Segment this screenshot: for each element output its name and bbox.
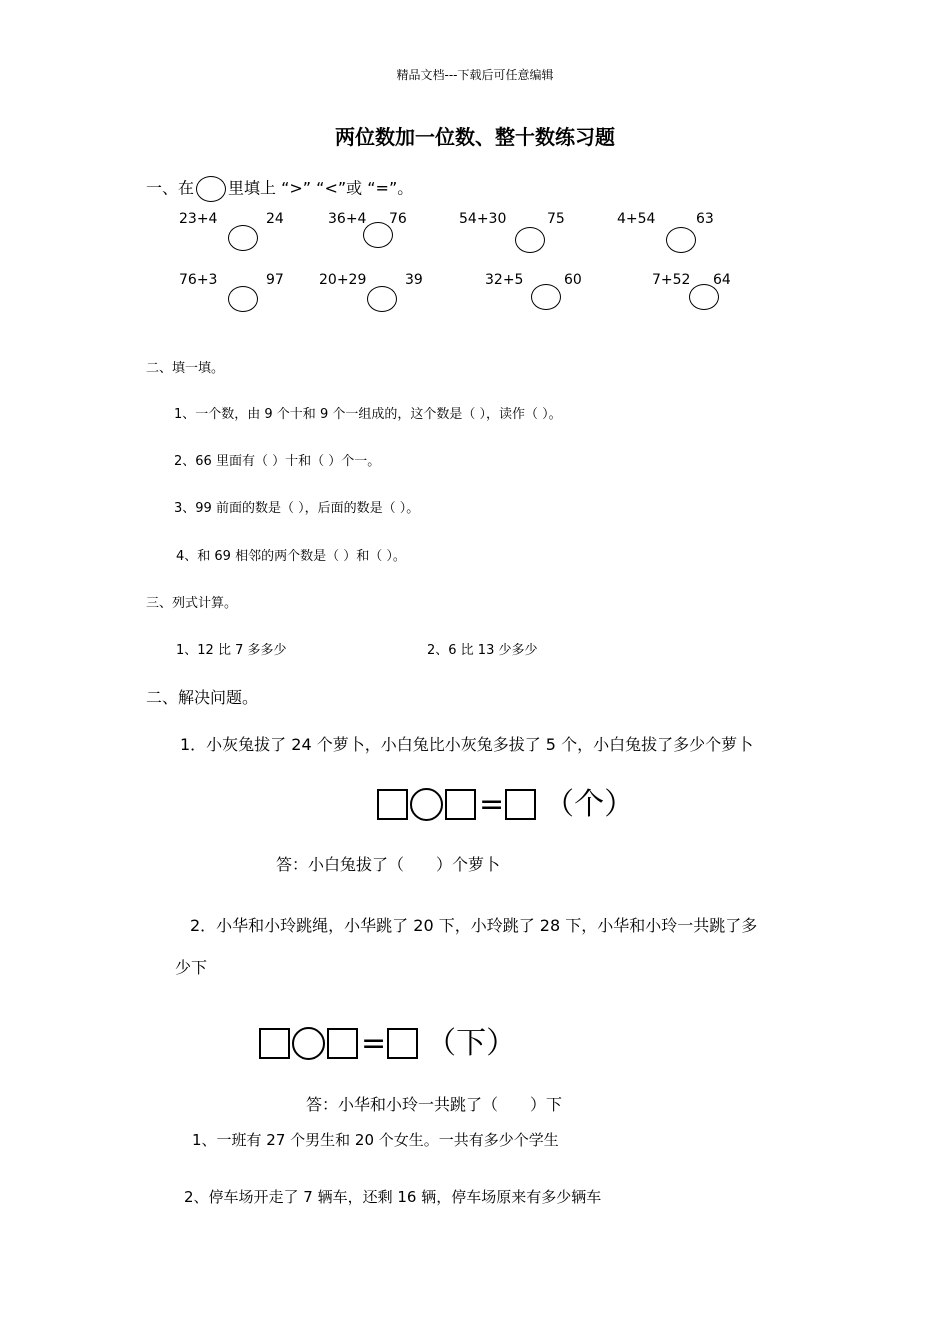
word-problem-3: 1、一班有 27 个男生和 20 个女生。一共有多少个学生 <box>192 1131 559 1149</box>
compare-right-4: 63 <box>696 211 714 227</box>
answer-box[interactable] <box>387 1028 418 1059</box>
word-problem-2-line-2: 少下 <box>175 958 208 977</box>
compare-answer-circle[interactable] <box>666 227 696 253</box>
word-problem-2-line-1: 2．小华和小玲跳绳，小华跳了 20 下，小玲跳了 28 下，小华和小玲一共跳了多 <box>190 916 758 935</box>
compare-left-5: 76+3 <box>179 272 218 288</box>
compare-right-1: 24 <box>266 211 284 227</box>
worksheet-title: 两位数加一位数、整十数练习题 <box>335 125 615 149</box>
answer-line-2: 答：小华和小玲一共跳了（ ）下 <box>306 1095 563 1114</box>
unit-label: （个） <box>544 786 635 822</box>
fill-question-2: 2、66 里面有（ ）十和（ ）个一。 <box>174 454 381 469</box>
compare-left-4: 4+54 <box>617 211 656 227</box>
fill-question-1: 1、一个数，由 9 个十和 9 个一组成的，这个数是（ ），读作（ ）。 <box>174 407 562 422</box>
word-problem-4: 2、停车场开走了 7 辆车，还剩 16 辆，停车场原来有多少辆车 <box>184 1188 602 1206</box>
answer-box[interactable] <box>259 1028 290 1059</box>
page-header: 精品文档---下载后可任意编辑 <box>396 68 554 82</box>
compare-right-5: 97 <box>266 272 284 288</box>
compare-answer-circle[interactable] <box>689 284 719 310</box>
compare-left-8: 7+52 <box>652 272 691 288</box>
compare-left-2: 36+4 <box>328 211 367 227</box>
answer-box[interactable] <box>327 1028 358 1059</box>
fill-question-4: 4、和 69 相邻的两个数是（ ）和（ ）。 <box>176 549 406 564</box>
section3-label: 三、列式计算。 <box>146 596 238 611</box>
operator-circle[interactable] <box>292 1027 325 1060</box>
equation-template-2 <box>259 1027 516 1060</box>
word-problem-1: 1．小灰兔拔了 24 个萝卜，小白兔比小灰兔多拔了 5 个，小白兔拔了多少个萝卜 <box>180 735 754 754</box>
calc-question-1: 1、12 比 7 多多少 <box>176 643 287 658</box>
compare-answer-circle[interactable] <box>367 286 397 312</box>
section1-label <box>146 176 413 202</box>
compare-right-2: 76 <box>389 211 407 227</box>
equals-sign: = <box>479 786 505 822</box>
section4-label: 二、解决问题。 <box>146 688 259 707</box>
calc-question-2: 2、6 比 13 少多少 <box>427 643 538 658</box>
section1-label-pre: 一、在 <box>146 178 195 198</box>
compare-right-7: 60 <box>564 272 582 288</box>
answer-line-1: 答：小白兔拔了（ ）个萝卜 <box>276 855 501 874</box>
compare-right-6: 39 <box>405 272 423 288</box>
answer-box[interactable] <box>505 789 536 820</box>
circle-icon <box>196 176 226 202</box>
compare-answer-circle[interactable] <box>228 286 258 312</box>
compare-right-3: 75 <box>547 211 565 227</box>
section2-label: 二、填一填。 <box>146 361 225 376</box>
unit-label: （下） <box>426 1025 517 1061</box>
compare-answer-circle[interactable] <box>363 222 393 248</box>
compare-left-1: 23+4 <box>179 211 218 227</box>
compare-right-8: 64 <box>713 272 731 288</box>
compare-answer-circle[interactable] <box>515 227 545 253</box>
answer-box[interactable] <box>445 789 476 820</box>
compare-answer-circle[interactable] <box>531 284 561 310</box>
operator-circle[interactable] <box>410 788 443 821</box>
compare-left-3: 54+30 <box>459 211 507 227</box>
compare-answer-circle[interactable] <box>228 225 258 251</box>
fill-question-3: 3、99 前面的数是（ ），后面的数是（ ）。 <box>174 501 420 516</box>
answer-box[interactable] <box>377 789 408 820</box>
section1-label-post: 里填上 “>” “<”或 “=”。 <box>228 178 414 198</box>
compare-left-7: 32+5 <box>485 272 524 288</box>
equals-sign: = <box>361 1025 387 1061</box>
compare-left-6: 20+29 <box>319 272 367 288</box>
equation-template-1 <box>377 788 634 821</box>
